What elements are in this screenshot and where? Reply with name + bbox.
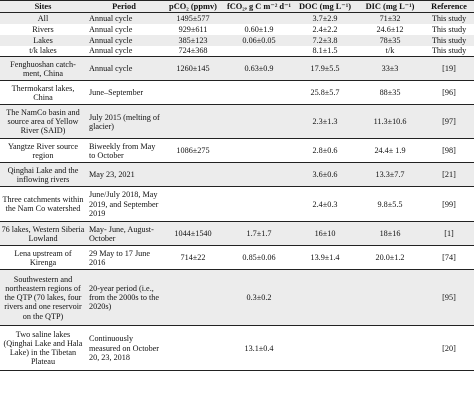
cell-pco2: 1260±145 <box>162 57 224 81</box>
cell-ref: [74] <box>424 246 474 270</box>
cell-site: Qinghai Lake and the inflowing rivers <box>0 163 86 187</box>
cell-pco2 <box>162 187 224 222</box>
cell-site: Two saline lakes (Qinghai Lake and Hala Lake) in the Tibetan Plateau <box>0 326 86 371</box>
table-row <box>0 246 474 270</box>
cell-dic: 13.3±7.7 <box>356 163 424 187</box>
cell-pco2 <box>162 105 224 139</box>
table-row <box>0 46 474 57</box>
cell-doc: 16±10 <box>294 222 356 246</box>
cell-period: Biweekly from May to October <box>86 139 162 163</box>
cell-pco2: 1086±275 <box>162 139 224 163</box>
table-row <box>0 81 474 105</box>
cell-fco2: 0.3±0.2 <box>224 270 294 326</box>
header-row <box>0 1 474 13</box>
cell-doc: 2.3±1.3 <box>294 105 356 139</box>
cell-pco2 <box>162 163 224 187</box>
cell-dic <box>356 326 424 371</box>
cell-dic: t/k <box>385 46 395 56</box>
cell-dic: 24.4± 1.9 <box>356 139 424 163</box>
cell-pco2: 714±22 <box>162 246 224 270</box>
cell-doc <box>294 270 356 326</box>
cell-period: June/July 2018, May 2019, and September 2019 <box>86 187 162 222</box>
cell-fco2: 1.7±1.7 <box>224 222 294 246</box>
cell-doc <box>294 326 356 371</box>
cell-pco2 <box>162 270 224 326</box>
cell-dic: 9.8±5.5 <box>356 187 424 222</box>
cell-ref: [96] <box>424 81 474 105</box>
cell-fco2: 0.63±0.9 <box>224 57 294 81</box>
cell-pco2: 385±123 <box>162 35 224 46</box>
cell-pco2: 724±368 <box>178 46 208 56</box>
table-row <box>0 13 474 24</box>
cell-period: Annual cycle <box>89 24 133 34</box>
table-row <box>0 270 474 326</box>
cell-period: 29 May to 17 June 2016 <box>86 246 162 270</box>
cell-fco2 <box>224 46 294 57</box>
cell-dic: 24.6±12 <box>376 24 404 34</box>
cell-site: Rivers <box>32 24 54 34</box>
cell-period: Annual cycle <box>89 46 133 56</box>
col-header-sites: Sites <box>0 1 86 13</box>
cell-doc: 3.6±0.6 <box>294 163 356 187</box>
cell-doc: 7.2±3.8 <box>294 35 356 46</box>
cell-dic <box>356 270 424 326</box>
cell-fco2 <box>224 81 294 105</box>
cell-dic: 18±16 <box>356 222 424 246</box>
cell-period: May 23, 2021 <box>86 163 162 187</box>
cell-ref: This study <box>431 24 467 34</box>
cell-period: May- June, August-October <box>86 222 162 246</box>
cell-doc: 8.1±1.5 <box>312 46 338 56</box>
cell-ref: [19] <box>424 57 474 81</box>
cell-fco2 <box>224 105 294 139</box>
table-row <box>0 163 474 187</box>
cell-site: Thermokarst lakes, China <box>0 81 86 105</box>
cell-doc: 25.8±5.7 <box>294 81 356 105</box>
table-row <box>0 105 474 139</box>
cell-pco2 <box>162 81 224 105</box>
cell-period: Annual cycle <box>86 35 162 46</box>
table-row <box>0 222 474 246</box>
cell-site: Yangtze River source region <box>0 139 86 163</box>
table-row <box>0 326 474 371</box>
table-row <box>0 139 474 163</box>
cell-period: June–September <box>86 81 162 105</box>
cell-site: Lena upstream of Kirenga <box>0 246 86 270</box>
col-header-fco2: fCO₂, g C m⁻² d⁻¹ <box>224 1 294 13</box>
cell-pco2: 1495±577 <box>162 13 224 24</box>
cell-fco2 <box>224 187 294 222</box>
cell-ref: This study <box>424 13 474 24</box>
table-row <box>0 187 474 222</box>
table-row <box>0 35 474 46</box>
cell-ref: [99] <box>424 187 474 222</box>
cell-site: t/k lakes <box>29 46 57 56</box>
cell-pco2 <box>162 326 224 371</box>
cell-doc: 2.4±0.3 <box>294 187 356 222</box>
table-row <box>0 24 474 35</box>
cell-fco2 <box>224 163 294 187</box>
cell-site: The NamCo basin and source area of Yellow River (SAID) <box>0 105 86 139</box>
cell-fco2: 0.06±0.05 <box>224 35 294 46</box>
cell-site: Fenghuoshan catch-ment, China <box>0 57 86 81</box>
cell-ref: [21] <box>424 163 474 187</box>
cell-site: Southwestern and northeastern regions of the QTP (70 lakes, four rivers and one reservoir on the QTP) <box>0 270 86 326</box>
col-header-doc: DOC (mg L⁻¹) <box>294 1 356 13</box>
cell-period: Annual cycle <box>86 57 162 81</box>
cell-dic: 78±35 <box>356 35 424 46</box>
cell-dic: 11.3±10.6 <box>356 105 424 139</box>
cell-ref: [1] <box>424 222 474 246</box>
cell-dic: 33±3 <box>356 57 424 81</box>
cell-site: All <box>0 13 86 24</box>
col-header-pco2: pCO₂ (ppmv) <box>162 1 224 13</box>
cell-doc: 2.4±2.2 <box>312 24 338 34</box>
cell-dic: 88±35 <box>356 81 424 105</box>
cell-pco2: 1044±1540 <box>162 222 224 246</box>
cell-ref: This study <box>431 46 467 56</box>
cell-doc: 3.7±2.9 <box>294 13 356 24</box>
cell-dic: 20.0±1.2 <box>356 246 424 270</box>
cell-site: 76 lakes, Western Siberia Lowland <box>0 222 86 246</box>
cell-fco2 <box>224 139 294 163</box>
cell-ref: [20] <box>424 326 474 371</box>
cell-period: July 2015 (melting of glacier) <box>86 105 162 139</box>
col-header-reference: Reference <box>424 1 474 13</box>
cell-period: Continuously measured on October 20, 23, 2018 <box>86 326 162 371</box>
cell-fco2: 0.85±0.06 <box>224 246 294 270</box>
cell-site: Three catchments within the Nam Co watershed <box>0 187 86 222</box>
cell-doc: 2.8±0.6 <box>294 139 356 163</box>
table-row <box>0 57 474 81</box>
col-header-dic: DIC (mg L⁻¹) <box>356 1 424 13</box>
cell-ref: [97] <box>424 105 474 139</box>
cell-fco2: 13.1±0.4 <box>224 326 294 371</box>
cell-period: 20-year period (i.e., from the 2000s to the 2020s) <box>86 270 162 326</box>
col-header-period: Period <box>86 1 162 13</box>
cell-fco2: 0.60±1.9 <box>244 24 274 34</box>
cell-ref: [98] <box>424 139 474 163</box>
cell-fco2 <box>224 13 294 24</box>
cell-pco2: 929±611 <box>178 24 208 34</box>
cell-doc: 13.9±1.4 <box>294 246 356 270</box>
cell-ref: [95] <box>424 270 474 326</box>
cell-doc: 17.9±5.5 <box>294 57 356 81</box>
cell-ref: This study <box>424 35 474 46</box>
cell-period: Annual cycle <box>86 13 162 24</box>
cell-dic: 71±32 <box>356 13 424 24</box>
cell-site: Lakes <box>0 35 86 46</box>
